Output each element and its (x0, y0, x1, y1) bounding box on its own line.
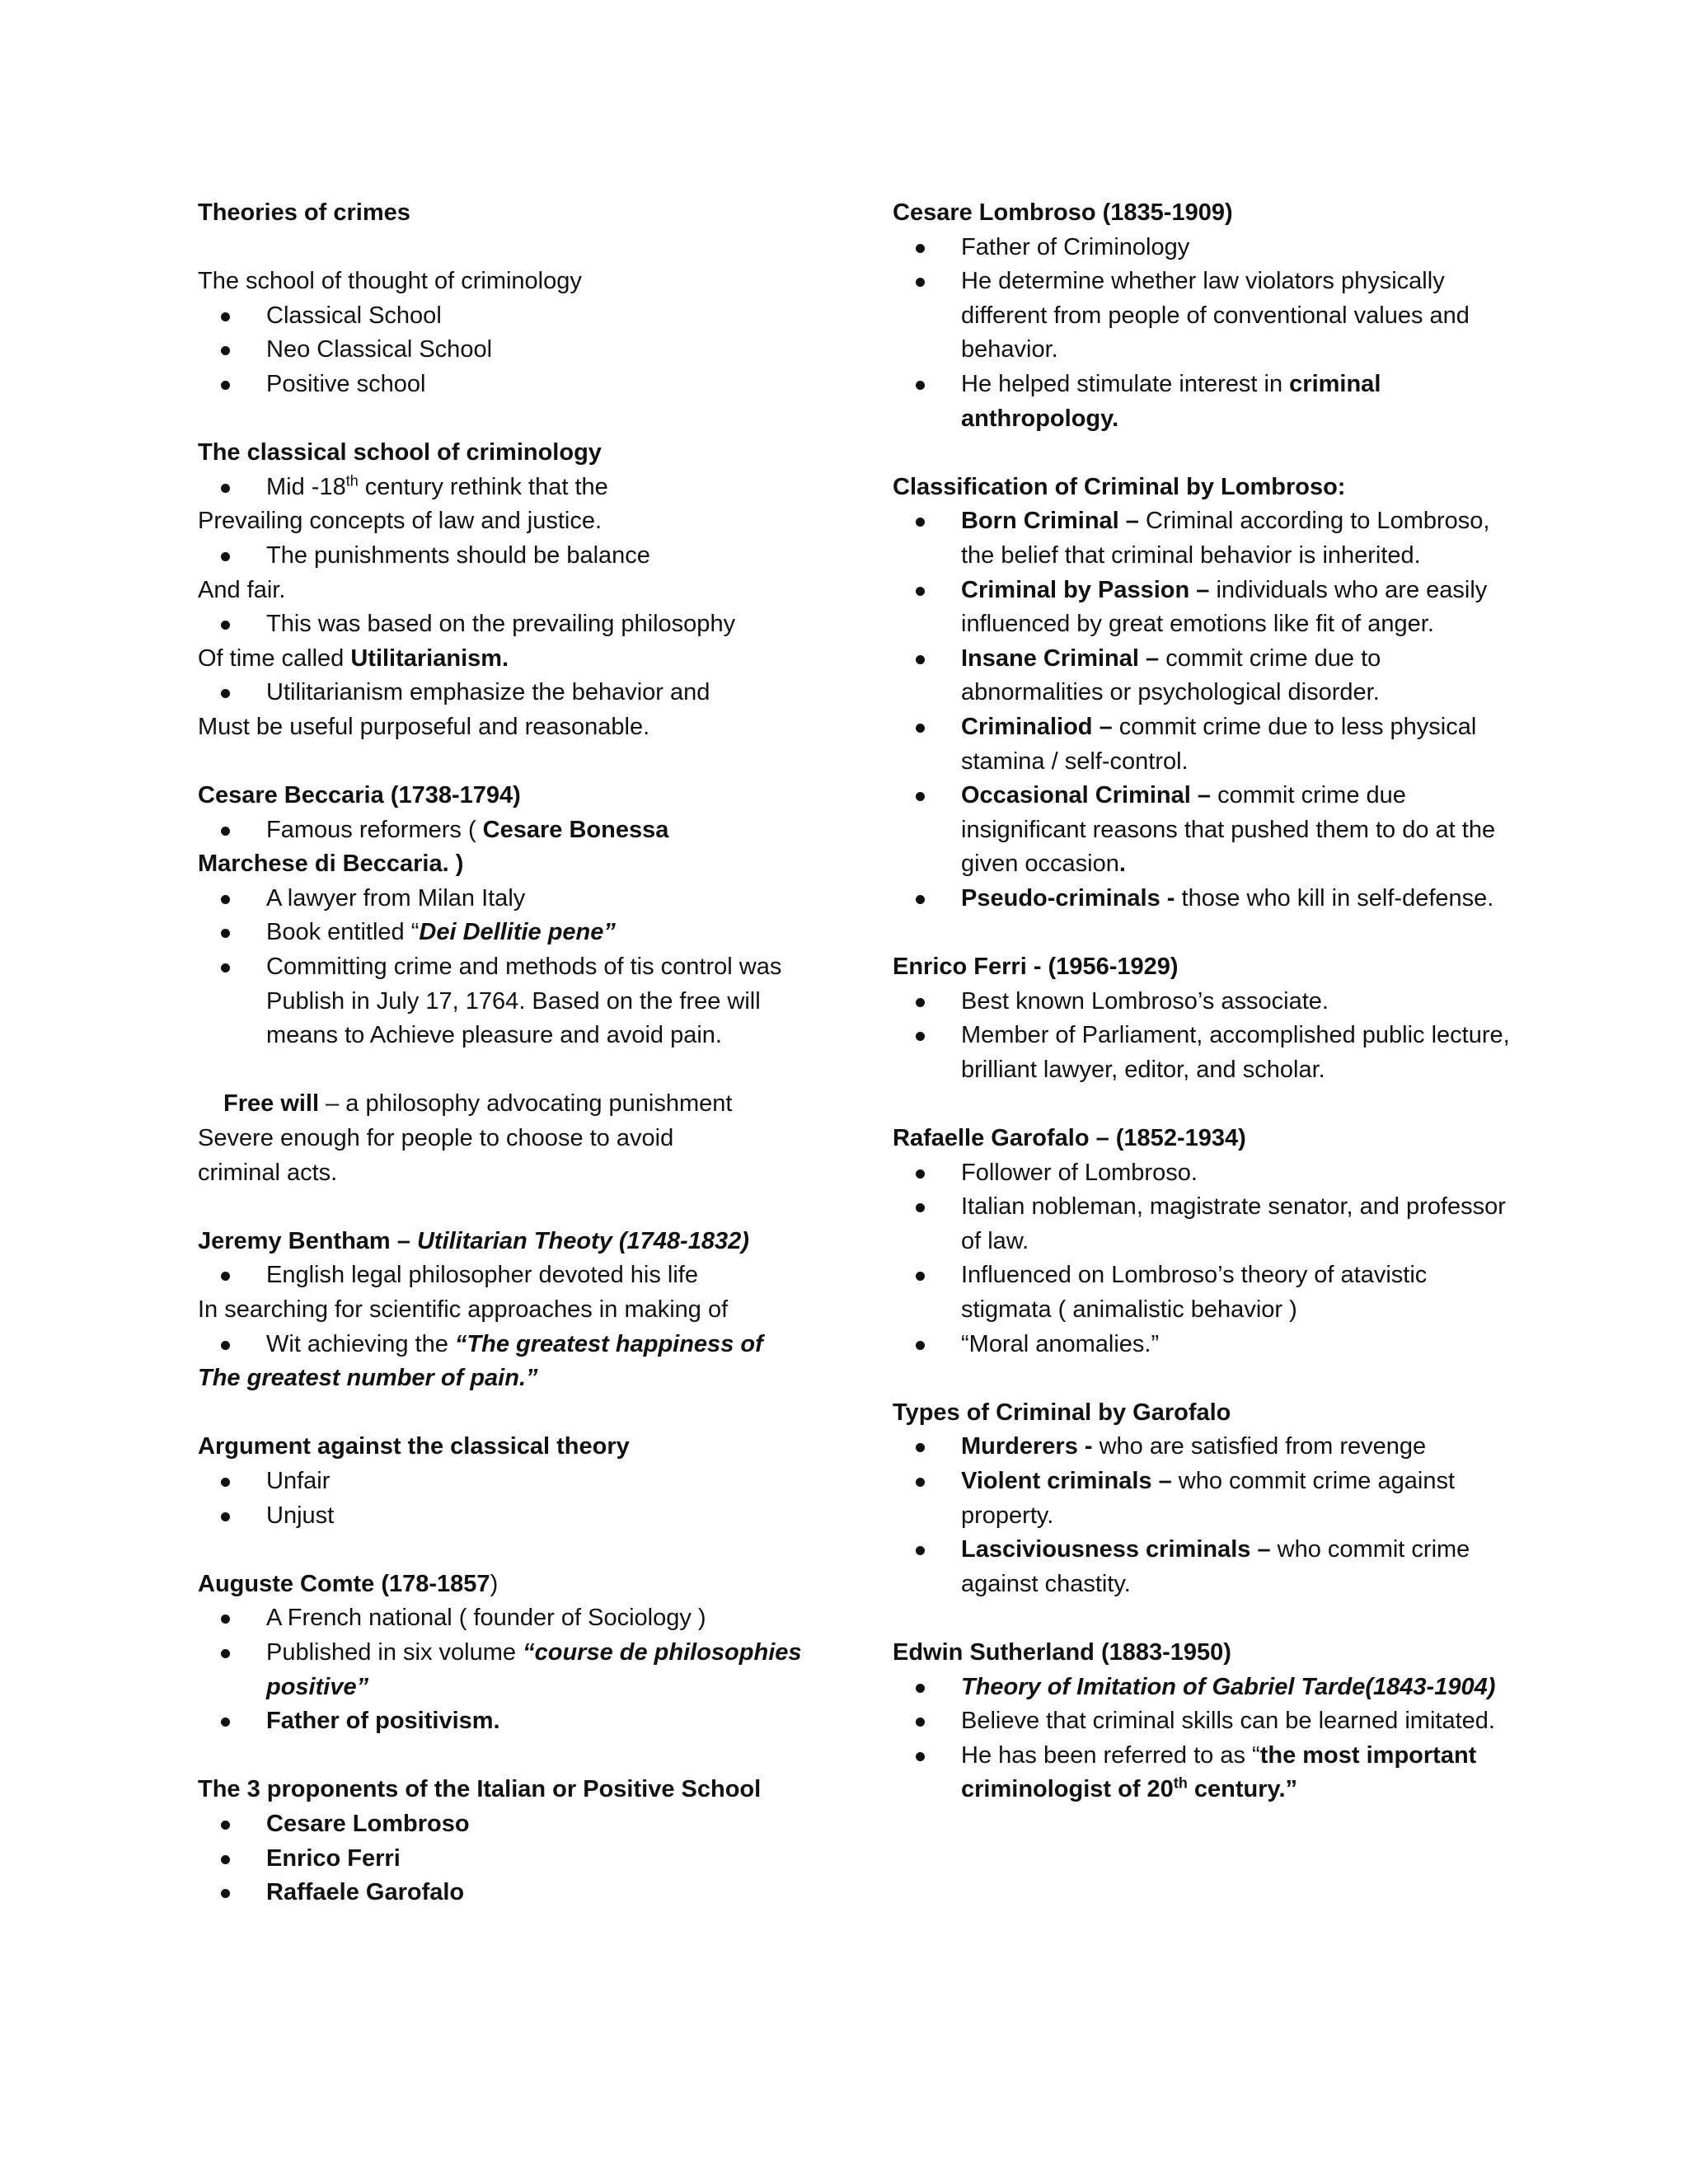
beccaria-list (198, 882, 808, 1053)
list-item: Follower of Lombroso. (893, 1156, 1519, 1191)
list-item: Member of Parliament, accomplished public lecture, brilliant lawyer, editor, and scholar. (893, 1019, 1519, 1087)
list-item: Pseudo-criminals - those who kill in self-defense. (893, 882, 1519, 916)
list-item: Lasciviousness criminals – who commit crime against chastity. (893, 1533, 1519, 1601)
list-item: Wit achieving the “The greatest happiness of (198, 1328, 808, 1362)
list-item: Committing crime and methods of tis control was Publish in July 17, 1764. Based on the free will means to Achieve pleasure and avoid pain. (198, 950, 808, 1053)
list-item: Occasional Criminal – commit crime due insignificant reasons that pushed them to do at the given occasion. (893, 779, 1519, 882)
bentham-heading: Jeremy Bentham – Utilitarian Theoty (1748-1832) (198, 1227, 749, 1254)
ferri-list (893, 985, 1519, 1088)
beccaria-heading: Cesare Beccaria (1738-1794) (198, 782, 521, 809)
types-list (893, 1430, 1519, 1601)
list-item: English legal philosopher devoted his life (198, 1258, 808, 1293)
list-item: Murderers - who are satisfied from revenge (893, 1430, 1519, 1465)
continuation-text: Must be useful purposeful and reasonable. (198, 713, 650, 740)
continuation-text: Severe enough for people to choose to avoid (198, 1125, 674, 1152)
list-item: Best known Lombroso’s associate. (893, 985, 1519, 1019)
list-item: Born Criminal – Criminal according to Lombroso, the belief that criminal behavior is inherited. (893, 504, 1519, 573)
ferri-heading: Enrico Ferri - (1956-1929) (893, 954, 1179, 981)
list-item: Criminal by Passion – individuals who are easily influenced by great emotions like fit of anger. (893, 574, 1519, 642)
garofalo-list (893, 1156, 1519, 1362)
lombroso-list (893, 231, 1519, 437)
list-item: “Moral anomalies.” (893, 1328, 1519, 1362)
list-item: Book entitled “Dei Dellitie pene” (198, 916, 808, 950)
list-item: Influenced on Lombroso’s theory of atavistic stigmata ( animalistic behavior ) (893, 1258, 1519, 1327)
classical-list (198, 539, 808, 574)
proponents-list (198, 1807, 808, 1910)
continuation-text: And fair. (198, 576, 286, 603)
lombroso-heading: Cesare Lombroso (1835-1909) (893, 199, 1233, 226)
list-item: A French national ( founder of Sociology ) (198, 1601, 808, 1636)
list-item: A lawyer from Milan Italy (198, 882, 808, 916)
bentham-list (198, 1328, 808, 1362)
list-item: Enrico Ferri (198, 1842, 808, 1877)
list-item: Father of positivism. (198, 1704, 808, 1739)
list-item: Raffaele Garofalo (198, 1876, 808, 1910)
list-item: Believe that criminal skills can be learned imitated. (893, 1704, 1519, 1739)
classical-list (198, 471, 808, 505)
continuation-text: In searching for scientific approaches in making of (198, 1296, 729, 1323)
list-item: He helped stimulate interest in criminal anthropology. (893, 368, 1519, 436)
list-item: Father of Criminology (893, 231, 1519, 265)
beccaria-list (198, 813, 808, 848)
list-item: He determine whether law violators physically different from people of conventional values and behavior. (893, 265, 1519, 368)
continuation-text: Marchese di Beccaria. ) (198, 851, 464, 878)
proponents-heading: The 3 proponents of the Italian or Positive School (198, 1776, 762, 1803)
schools-list (198, 299, 808, 402)
list-item: Mid -18th century rethink that the (198, 471, 808, 505)
sutherland-list (893, 1671, 1519, 1807)
classical-list (198, 607, 808, 642)
list-item: Unjust (198, 1499, 808, 1534)
comte-heading: Auguste Comte (178-1857) (198, 1570, 499, 1597)
right-column (893, 196, 1519, 1807)
list-item: Neo Classical School (198, 333, 808, 368)
comte-list (198, 1601, 808, 1738)
list-item: Utilitarianism emphasize the behavior and (198, 676, 808, 710)
continuation-text: criminal acts. (198, 1159, 338, 1186)
free-will-definition: Free will – a philosophy advocating punishment (223, 1090, 733, 1118)
list-item: Unfair (198, 1465, 808, 1499)
list-item: Positive school (198, 368, 808, 402)
classification-heading: Classification of Criminal by Lombroso: (893, 473, 1346, 500)
continuation-text: The greatest number of pain.” (198, 1365, 538, 1392)
list-item: Violent criminals – who commit crime against property. (893, 1465, 1519, 1533)
types-heading: Types of Criminal by Garofalo (893, 1399, 1231, 1426)
sutherland-heading: Edwin Sutherland (1883-1950) (893, 1638, 1231, 1666)
classification-list (893, 504, 1519, 916)
continuation-text: Prevailing concepts of law and justice. (198, 508, 603, 535)
classical-list (198, 676, 808, 710)
list-item: Italian nobleman, magistrate senator, and professor of law. (893, 1190, 1519, 1258)
school-intro: The school of thought of criminology (198, 268, 582, 295)
list-item: Theory of Imitation of Gabriel Tarde(1843-1904) (893, 1671, 1519, 1705)
garofalo-heading: Rafaelle Garofalo – (1852-1934) (893, 1125, 1246, 1152)
list-item: Published in six volume “course de philosophies positive” (198, 1636, 808, 1704)
list-item: Classical School (198, 299, 808, 334)
list-item: Cesare Lombroso (198, 1807, 808, 1842)
continuation-text: Of time called Utilitarianism. (198, 644, 509, 672)
argument-heading: Argument against the classical theory (198, 1433, 630, 1460)
list-item: Criminaliod – commit crime due to less physical stamina / self-control. (893, 710, 1519, 779)
list-item: Famous reformers ( Cesare Bonessa (198, 813, 808, 848)
list-item: The punishments should be balance (198, 539, 808, 574)
argument-list (198, 1465, 808, 1533)
left-column (198, 196, 808, 1910)
list-item: This was based on the prevailing philosophy (198, 607, 808, 642)
page-title: Theories of crimes (198, 199, 410, 226)
bentham-list (198, 1258, 808, 1293)
classical-heading: The classical school of criminology (198, 439, 602, 466)
list-item: He has been referred to as “the most important criminologist of 20th century.” (893, 1739, 1519, 1807)
list-item: Insane Criminal – commit crime due to abnormalities or psychological disorder. (893, 642, 1519, 710)
